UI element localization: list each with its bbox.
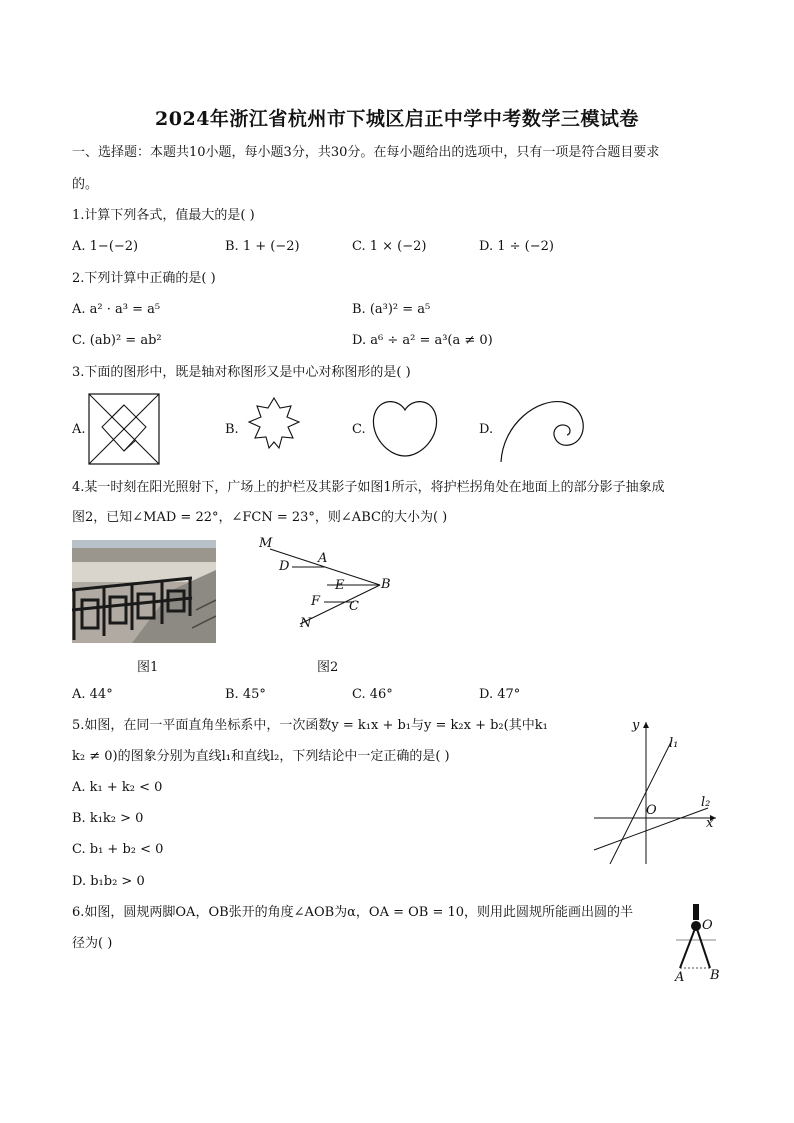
point-label-d: D bbox=[279, 559, 290, 574]
q3-figure-a bbox=[88, 393, 160, 465]
q3-option-c-letter: C. bbox=[352, 422, 366, 437]
q2-stem: 2.下列计算中正确的是( ) bbox=[72, 271, 216, 286]
q2-option-d: D. a⁶ ÷ a² = a³(a ≠ 0) bbox=[352, 333, 493, 348]
q4-option-b: B. 45° bbox=[225, 687, 266, 702]
koch-snowflake-figure bbox=[243, 396, 305, 462]
point-label-c: C bbox=[349, 599, 359, 614]
q1-option-d: D. 1 ÷ (−2) bbox=[479, 239, 554, 254]
point-label-a: A bbox=[318, 551, 328, 566]
compass-figure bbox=[672, 902, 722, 974]
compass-point-o: O bbox=[702, 918, 713, 933]
q2-option-b: B. (a³)² = a⁵ bbox=[352, 302, 431, 317]
q4-option-d: D. 47° bbox=[479, 687, 521, 702]
q1-option-c: C. 1 × (−2) bbox=[352, 239, 427, 254]
q3-option-a-letter: A. bbox=[72, 422, 86, 437]
point-label-n: N bbox=[300, 616, 312, 631]
point-label-e: E bbox=[335, 578, 345, 593]
spiral-figure bbox=[497, 394, 589, 464]
page-title: 2024年浙江省杭州市下城区启正中学中考数学三模试卷 bbox=[155, 108, 639, 130]
q5-option-c: C. b₁ + b₂ < 0 bbox=[72, 842, 164, 857]
q3-option-d-letter: D. bbox=[479, 422, 494, 437]
q6-stem-line1: 6.如图，圆规两脚OA，OB张开的角度∠AOB为α，OA = OB = 10，则用此圆规所能画出圆的半 bbox=[72, 905, 634, 920]
cardioid-figure bbox=[370, 396, 440, 460]
point-label-m: M bbox=[259, 536, 273, 551]
figure2-caption: 图2 bbox=[317, 660, 339, 675]
q3-stem: 3.下面的图形中，既是轴对称图形又是中心对称图形的是( ) bbox=[72, 365, 411, 380]
q5-stem-line2: k₂ ≠ 0)的图象分别为直线l₁和直线l₂，下列结论中一定正确的是( ) bbox=[72, 749, 450, 764]
section-heading-line2: 的。 bbox=[72, 177, 99, 192]
q4-stem-line2: 图2，已知∠MAD = 22°，∠FCN = 23°，则∠ABC的大小为( ) bbox=[72, 510, 448, 525]
q4-option-c: C. 46° bbox=[352, 687, 393, 702]
compass-point-b: B bbox=[710, 968, 720, 983]
point-label-b: B bbox=[381, 577, 391, 592]
q1-option-a: A. 1−(−2) bbox=[72, 239, 139, 254]
q5-option-b: B. k₁k₂ > 0 bbox=[72, 811, 144, 826]
q2-option-c: C. (ab)² = ab² bbox=[72, 333, 162, 348]
q2-option-a: A. a² · a³ = a⁵ bbox=[72, 302, 161, 317]
compass-point-a: A bbox=[675, 970, 685, 985]
q4-option-a: A. 44° bbox=[72, 687, 113, 702]
q3-option-b-letter: B. bbox=[225, 422, 239, 437]
section-heading-line1: 一、选择题：本题共10小题，每小题3分，共30分。在每小题给出的选项中，只有一项是符合题目要求 bbox=[72, 145, 660, 160]
q5-option-a: A. k₁ + k₂ < 0 bbox=[72, 780, 163, 795]
line-l1-label: l₁ bbox=[669, 736, 679, 751]
q5-option-d: D. b₁b₂ > 0 bbox=[72, 874, 145, 889]
railing-photo bbox=[72, 540, 216, 643]
q1-option-b: B. 1 + (−2) bbox=[225, 239, 300, 254]
coordinate-graph bbox=[590, 716, 725, 866]
angle-diagram bbox=[256, 535, 396, 635]
q5-stem-line1: 5.如图，在同一平面直角坐标系中，一次函数y = k₁x + b₁与y = k₂x + b₂(其中k₁ bbox=[72, 718, 548, 733]
y-axis-label: y bbox=[632, 718, 640, 733]
figure1-caption: 图1 bbox=[137, 660, 159, 675]
line-l2-label: l₂ bbox=[701, 795, 711, 810]
origin-label: O bbox=[646, 803, 657, 818]
x-axis-label: x bbox=[706, 816, 714, 831]
q4-stem-line1: 4.某一时刻在阳光照射下，广场上的护栏及其影子如图1所示，将护栏拐角处在地面上的部分影子抽象成 bbox=[72, 480, 665, 495]
q6-stem-line2: 径为( ) bbox=[72, 936, 113, 951]
q1-stem: 1.计算下列各式，值最大的是( ) bbox=[72, 208, 255, 223]
point-label-f: F bbox=[311, 594, 321, 609]
